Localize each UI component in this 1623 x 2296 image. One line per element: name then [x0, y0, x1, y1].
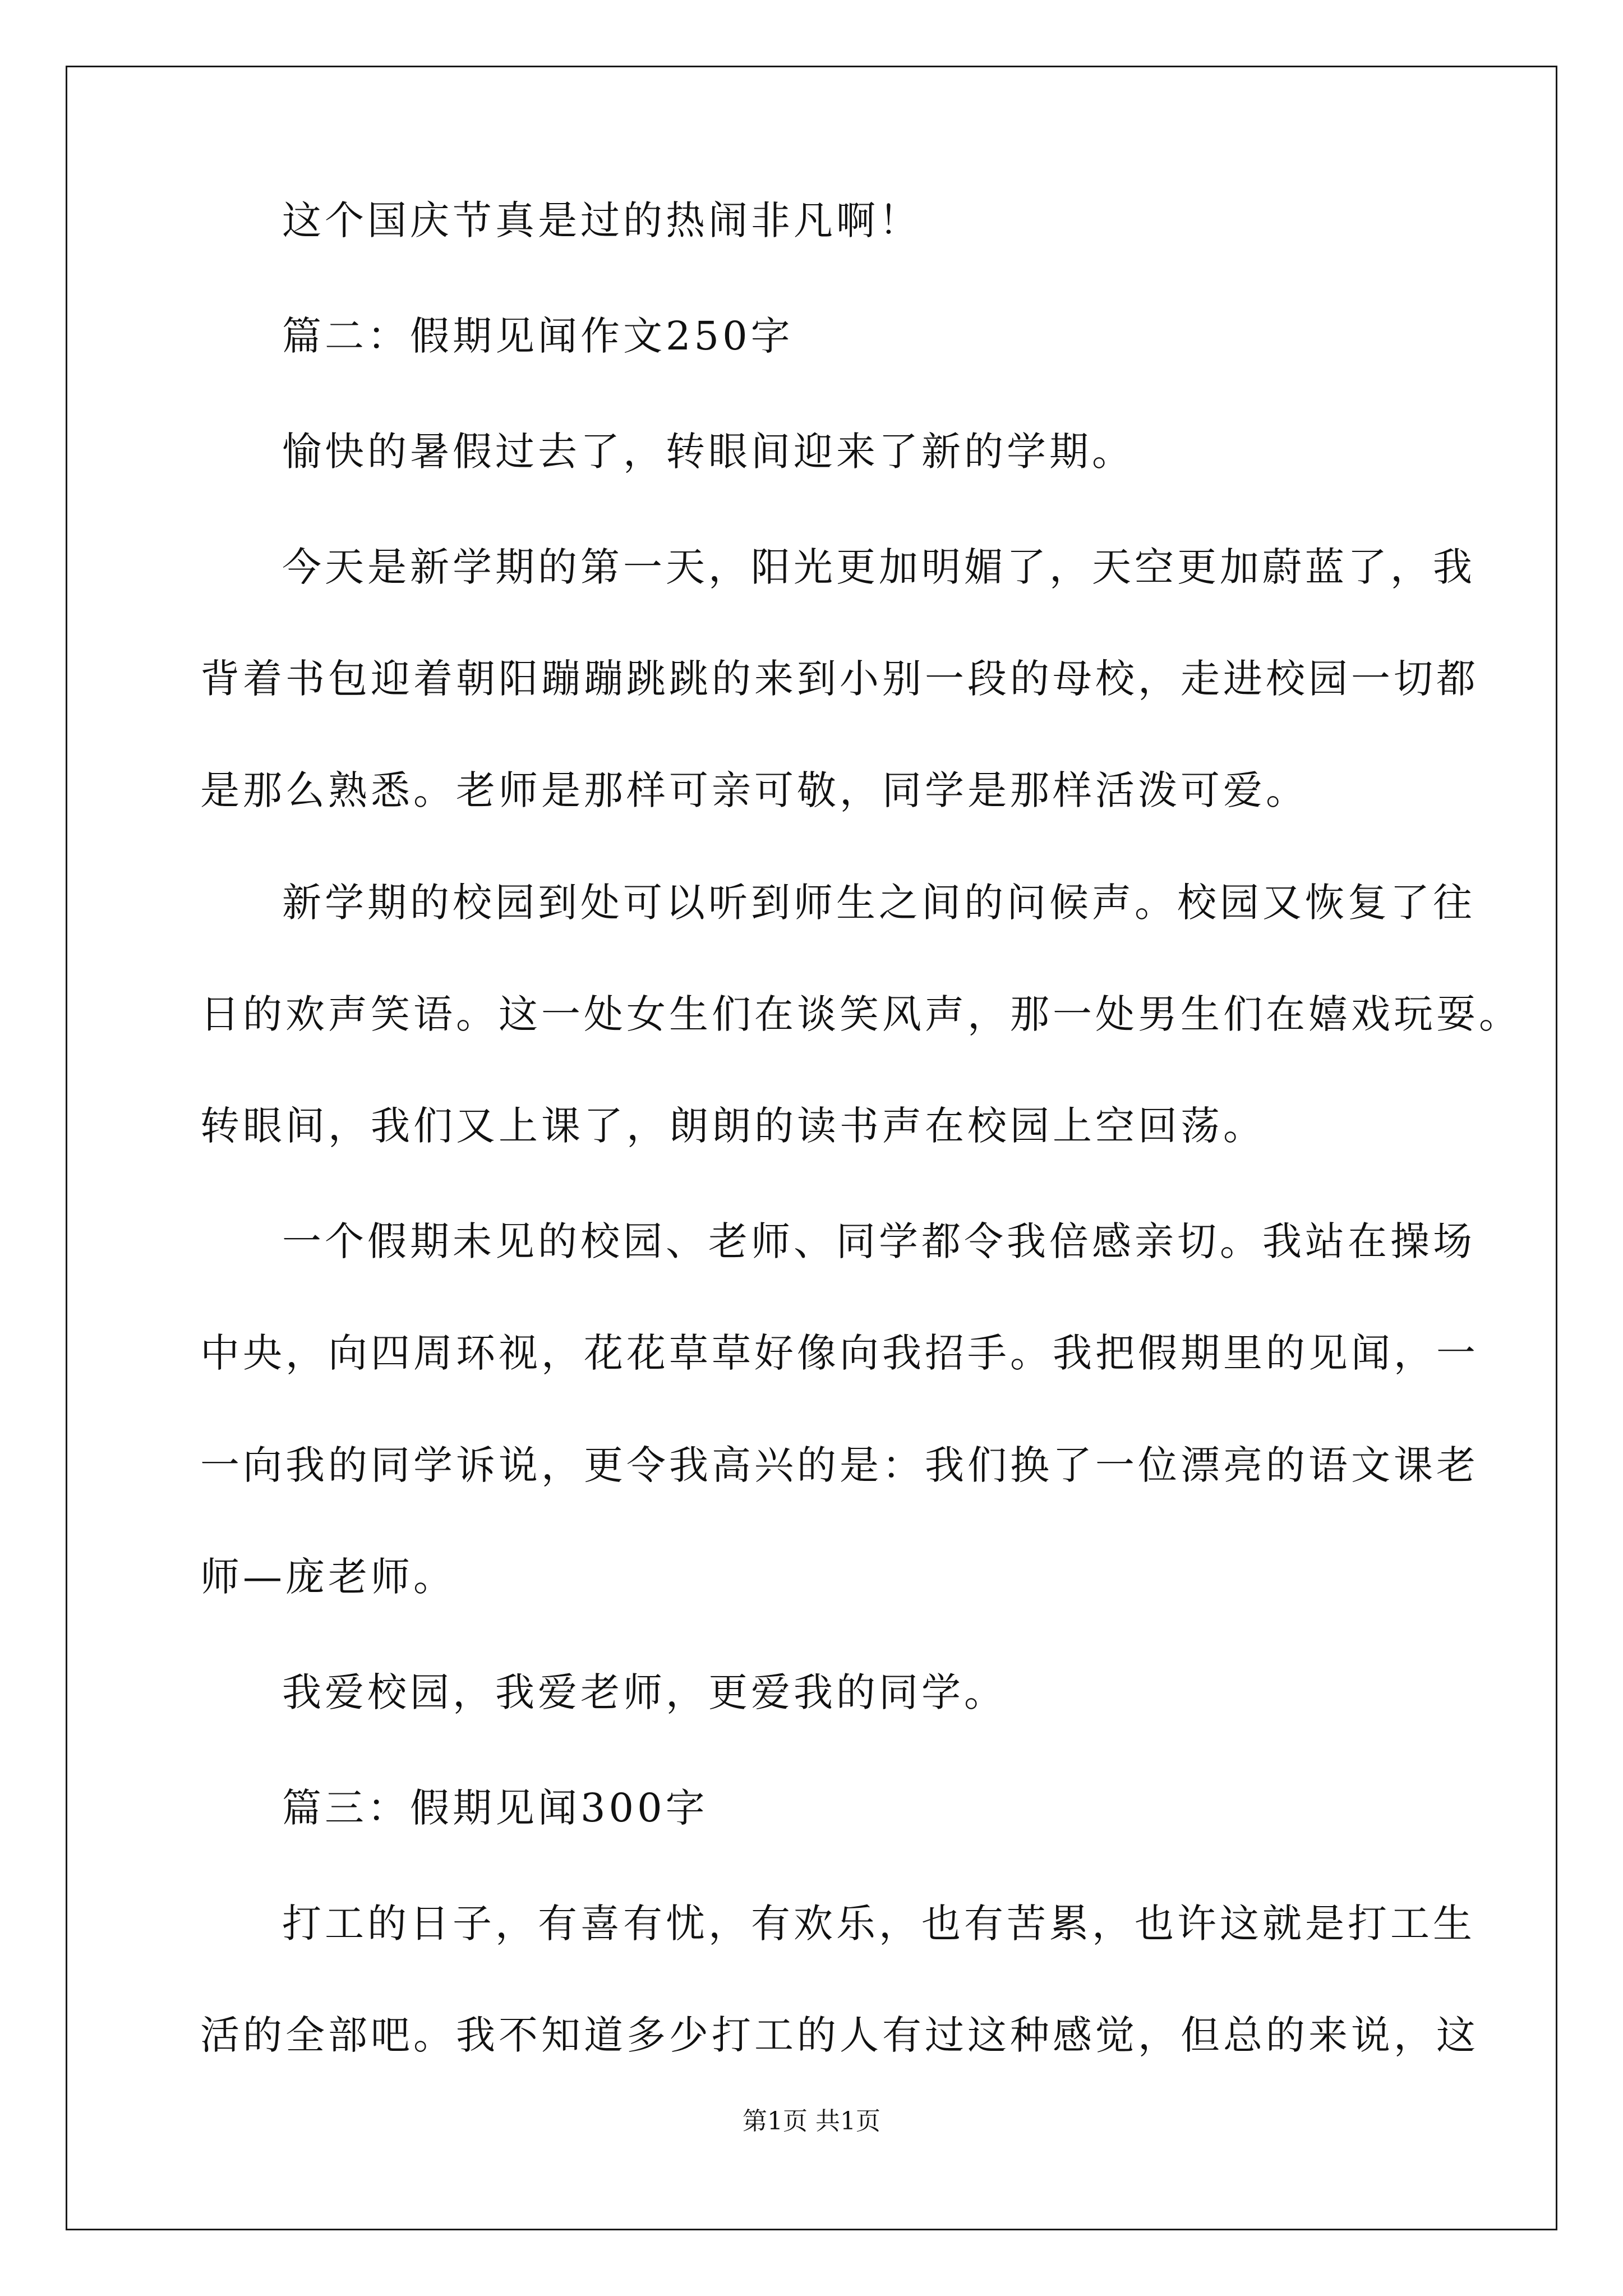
text-line: 背着书包迎着朝阳蹦蹦跳跳的来到小别一段的母校，走进校园一切都 — [200, 656, 1479, 702]
page-number-footer: 第1页 共1页 — [743, 2107, 880, 2136]
text-line: 一向我的同学诉说，更令我高兴的是：我们换了一位漂亮的语文课老 — [200, 1442, 1479, 1488]
text-line: 中央，向四周环视，花花草草好像向我招手。我把假期里的见闻，一 — [200, 1330, 1479, 1376]
text-line: 转眼间，我们又上课了，朗朗的读书声在校园上空回荡。 — [200, 1103, 1266, 1149]
text-line: 今天是新学期的第一天，阳光更加明媚了，天空更加蔚蓝了，我 — [282, 544, 1476, 590]
text-line: 愉快的暑假过去了，转眼间迎来了新的学期。 — [282, 429, 1135, 475]
text-line: 打工的日子，有喜有忧，有欢乐，也有苦累，也许这就是打工生 — [282, 1901, 1476, 1947]
text-line: 这个国庆节真是过的热闹非凡啊！ — [282, 197, 921, 243]
text-line: 活的全部吧。我不知道多少打工的人有过这种感觉，但总的来说，这 — [200, 2012, 1479, 2058]
text-line: 日的欢声笑语。这一处女生们在谈笑风声，那一处男生们在嬉戏玩耍。 — [200, 991, 1521, 1037]
text-line: 我爱校园，我爱老师，更爱我的同学。 — [282, 1669, 1007, 1715]
text-line: 一个假期未见的校园、老师、同学都令我倍感亲切。我站在操场 — [282, 1218, 1476, 1264]
section-heading: 篇二：假期见闻作文250字 — [282, 313, 794, 359]
text-line: 是那么熟悉。老师是那样可亲可敬，同学是那样活泼可爱。 — [200, 767, 1308, 813]
section-heading: 篇三：假期见闻300字 — [282, 1785, 708, 1831]
text-line: 新学期的校园到处可以听到师生之间的问候声。校园又恢复了往 — [282, 880, 1476, 926]
text-line: 师—庞老师。 — [200, 1554, 456, 1600]
